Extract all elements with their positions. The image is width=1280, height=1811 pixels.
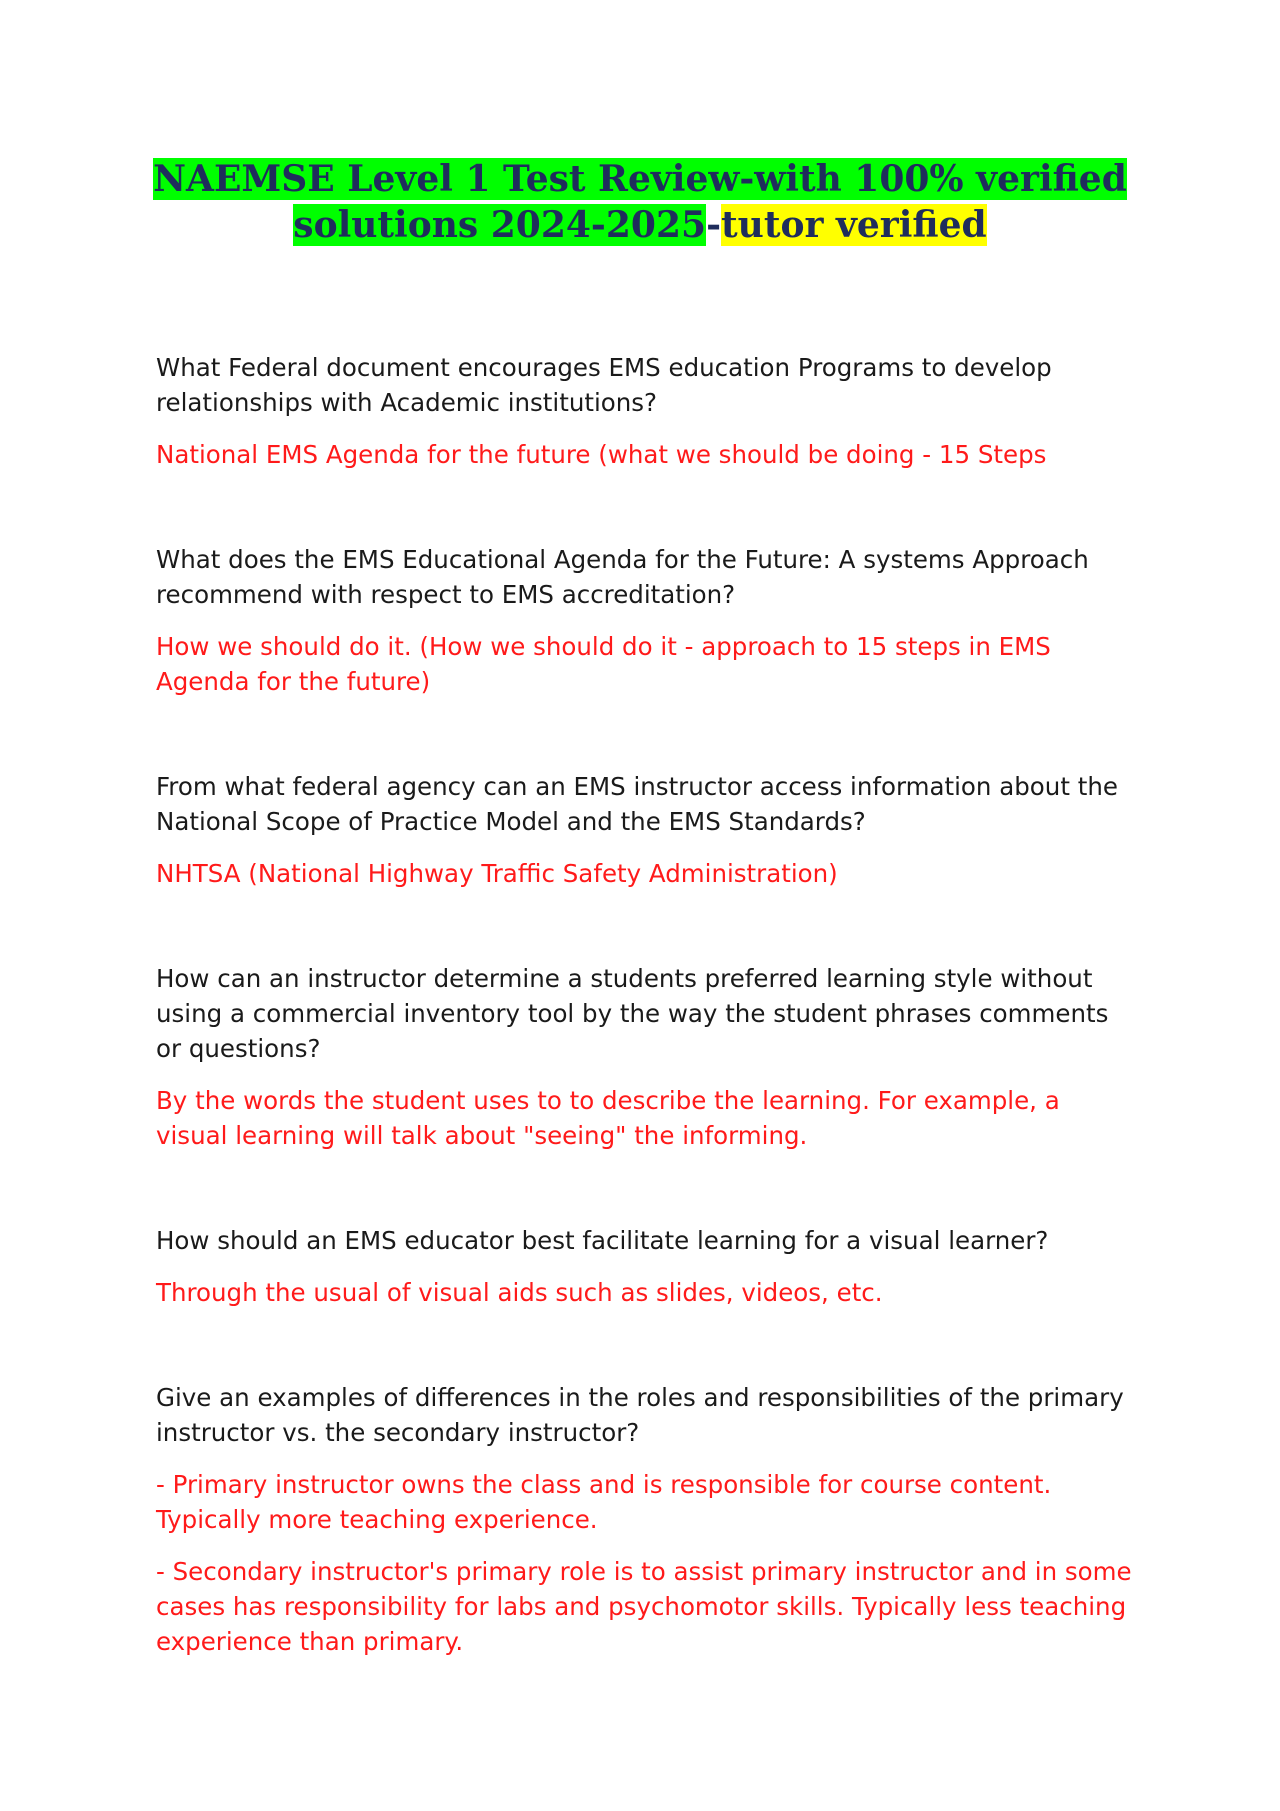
question-text: How can an instructor determine a students preferred learning style without using a commercial inventory tool by the way the student phrases comments or questions? [156, 964, 1109, 1063]
question-text: What does the EMS Educational Agenda for the Future: A systems Approach recommend with respect to EMS accreditation? [156, 545, 1089, 609]
title-separator: - [706, 204, 722, 246]
answer-text: By the words the student uses to to describe the learning. For example, a visual learning will talk about "seeing" the informing. [156, 1086, 1060, 1150]
title-line2-highlight-yellow: tutor verified [721, 204, 987, 246]
title-line2-highlight-green: solutions 2024-2025 [293, 204, 707, 246]
question-text: How should an EMS educator best facilitate learning for a visual learner? [156, 1226, 1049, 1255]
question-text: From what federal agency can an EMS instructor access information about the National Scope of Practice Model and the EMS Standards? [156, 772, 1118, 836]
answer-text: NHTSA (National Highway Traffic Safety Administration) [156, 859, 838, 888]
qa-list [156, 350, 1136, 1729]
qa-item [156, 542, 1136, 699]
qa-item [156, 350, 1136, 472]
qa-item [156, 1223, 1136, 1310]
document-title [0, 156, 1280, 248]
answer-text: - Secondary instructor's primary role is to assist primary instructor and in some cases has responsibility for labs and psychomotor skills. Typically less teaching experience than primary. [156, 1557, 1132, 1656]
question-text: Give an examples of differences in the roles and responsibilities of the primary instructor vs. the secondary instructor? [156, 1383, 1124, 1447]
title-line1: NAEMSE Level 1 Test Review-with 100% verified [153, 158, 1127, 200]
question-text: What Federal document encourages EMS education Programs to develop relationships with Academic institutions? [156, 353, 1052, 417]
qa-item [156, 1380, 1136, 1659]
answer-text: How we should do it. (How we should do it - approach to 15 steps in EMS Agenda for the future) [156, 632, 1051, 696]
answer-text: National EMS Agenda for the future (what we should be doing - 15 Steps [156, 440, 1047, 469]
qa-item [156, 769, 1136, 891]
qa-item [156, 961, 1136, 1153]
answer-text: - Primary instructor owns the class and is responsible for course content. Typically more teaching experience. [156, 1470, 1052, 1534]
answer-text: Through the usual of visual aids such as slides, videos, etc. [156, 1278, 883, 1307]
